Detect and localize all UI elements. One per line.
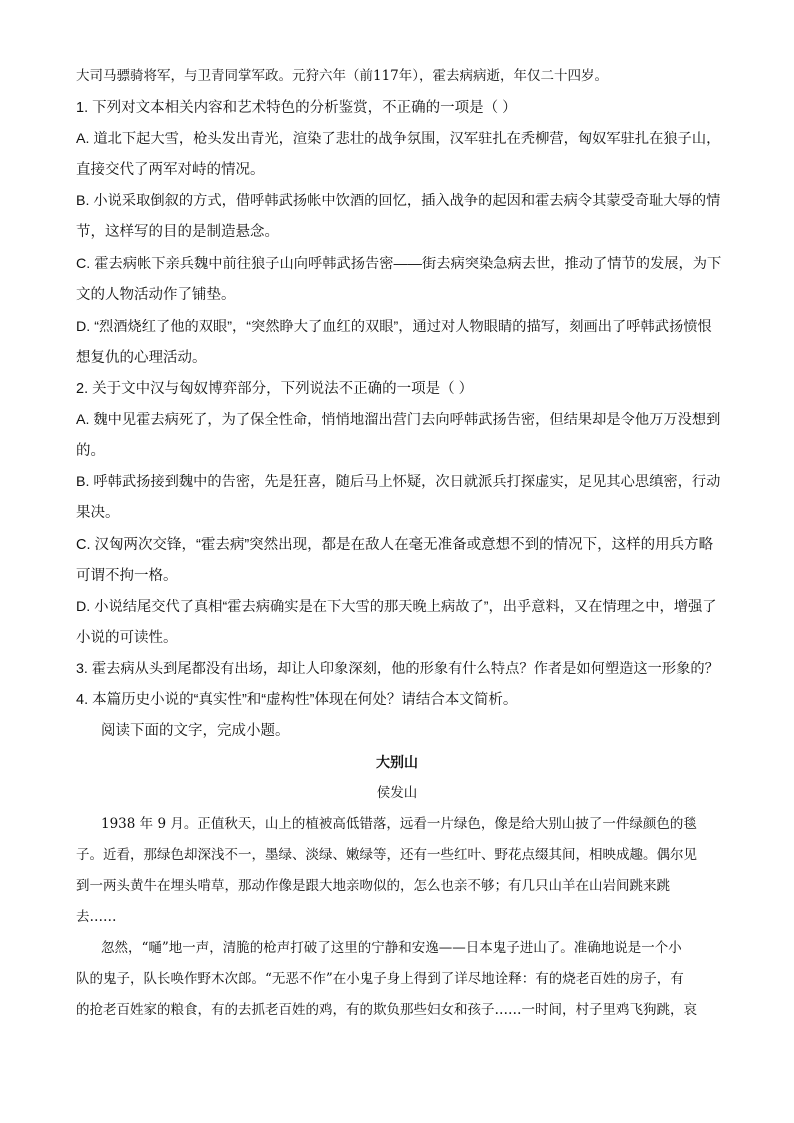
story-p2-line-2: 队的鬼子，队长唤作野木次郎。“无恶不作”在小鬼子身上得到了详尽地诠释：有的烧老百姓的房子，有 — [76, 971, 684, 987]
q1-option-c-line-1: C. 霍去病帐下亲兵魏中前往狼子山向呼韩武扬告密——街去病突染急病去世，推动了情节的发展，为下 — [76, 256, 722, 272]
q1-option-a-line-1: A. 道北下起大雪，枪头发出青光，渲染了悲壮的战争氛围，汉军驻扎在秃柳营，匈奴军驻扎在狼子山， — [76, 131, 721, 147]
story-p1-line-4: 去…… — [76, 909, 117, 925]
question-1-stem: 1. 下列对文本相关内容和艺术特色的分析鉴赏，不正确的一项是（ ） — [76, 100, 517, 116]
q1-option-a-line-2: 直接交代了两军对峙的情况。 — [76, 162, 265, 178]
q2-option-c-line-2: 可谓不拘一格。 — [76, 568, 178, 584]
reading-instruction: 阅读下面的文字，完成小题。 — [101, 723, 290, 739]
q2-option-d-line-1: D. 小说结尾交代了真相“霍去病确实是在下大雪的那天晚上病故了”，出乎意料，又在情理之中，增强了 — [76, 599, 717, 615]
story-p1-line-1: 1938 年 9 月。正值秋天，山上的植被高低错落，远看一片绿色，像是给大别山披了一件绿颜色的毯 — [101, 816, 697, 832]
q1-option-d-line-2: 想复仇的心理活动。 — [76, 350, 207, 366]
story-title: 大别山 — [376, 755, 418, 771]
q2-option-a-line-1: A. 魏中见霍去病死了，为了保全性命，悄悄地溜出营门去向呼韩武扬告密，但结果却是令他万万没想到 — [76, 412, 721, 428]
q1-option-c-line-2: 文的人物活动作了铺垫。 — [76, 287, 236, 303]
story-p1-line-3: 到一两头黄牛在埋头啃草，那动作像是跟大地亲吻似的，怎么也亲不够；有几只山羊在山岩间跳来跳 — [76, 878, 670, 894]
q2-option-a-line-2: 的。 — [76, 443, 105, 459]
q1-option-d-line-1: D. “烈酒烧红了他的双眼”，“突然睁大了血红的双眼”，通过对人物眼睛的描写，刻画出了呼韩武扬愤恨 — [76, 319, 712, 335]
q2-option-b-line-1: B. 呼韩武扬接到魏中的告密，先是狂喜，随后马上怀疑，次日就派兵打探虚实，足见其心思缜密，行动 — [76, 474, 721, 490]
question-3: 3. 霍去病从头到尾都没有出场，却让人印象深刻，他的形象有什么特点？作者是如何塑造这一形象的？ — [76, 661, 719, 677]
story-p2-line-1: 忽然，“嗵”地一声，清脆的枪声打破了这里的宁静和安逸——日本鬼子进山了。准确地说是一个小 — [101, 940, 682, 956]
story-author: 侯发山 — [376, 785, 418, 801]
q2-option-b-line-2: 果决。 — [76, 505, 120, 521]
story-p1-line-2: 子。近看，那绿色却深浅不一，墨绿、淡绿、嫩绿等，还有一些红叶、野花点缀其间，相映成趣。偶尔见 — [76, 847, 697, 863]
question-2-stem: 2. 关于文中汉与匈奴博弈部分，下列说法不正确的一项是（ ） — [76, 381, 474, 397]
story-p2-line-3: 的抢老百姓家的粮食，有的去抓老百姓的鸡，有的欺负那些妇女和孩子……一时间，村子里鸡飞狗跳，哀 — [76, 1002, 697, 1018]
intro-line: 大司马骠骑将军，与卫青同掌军政。元狩六年（前117年），霍去病病逝，年仅二十四岁。 — [76, 68, 609, 84]
q1-option-b-line-2: 节，这样写的目的是制造悬念。 — [76, 224, 279, 240]
q2-option-d-line-2: 小说的可读性。 — [76, 630, 178, 646]
question-4: 4. 本篇历史小说的“真实性”和“虚构性”体现在何处？请结合本文简析。 — [76, 692, 518, 708]
q1-option-b-line-1: B. 小说采取倒叙的方式，借呼韩武扬帐中饮酒的回忆，插入战争的起因和霍去病令其蒙受奇耻大辱的情 — [76, 193, 721, 209]
q2-option-c-line-1: C. 汉匈两次交锋，“霍去病”突然出现，都是在敌人在毫无准备或意想不到的情况下，这样的用兵方略 — [76, 537, 714, 553]
